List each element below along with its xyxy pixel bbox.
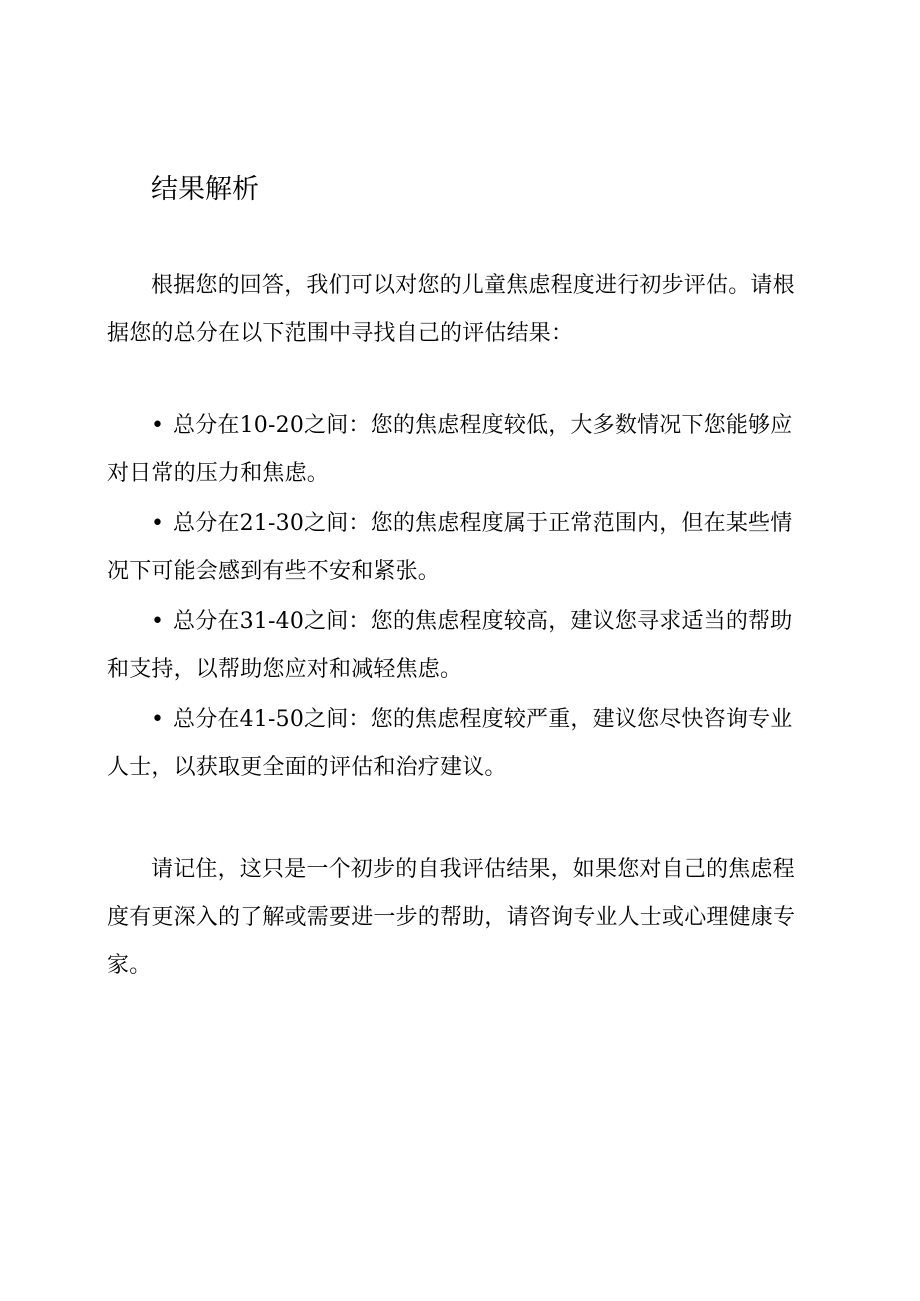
bullet-icon: • bbox=[151, 413, 165, 438]
list-item bbox=[107, 402, 811, 498]
list-item-text: 总分在31-40之间：您的焦虑程度较高，建议您寻求适当的帮助和支持，以帮助您应对和减轻焦虑。 bbox=[107, 609, 793, 682]
result-range-list bbox=[107, 402, 811, 794]
list-item bbox=[107, 598, 811, 694]
list-item-text: 总分在41-50之间：您的焦虑程度较严重，建议您尽快咨询专业人士，以获取更全面的评估和治疗建议。 bbox=[107, 707, 793, 780]
list-item bbox=[107, 500, 811, 596]
bullet-icon: • bbox=[151, 511, 165, 536]
intro-paragraph: 根据您的回答，我们可以对您的儿童焦虑程度进行初步评估。请根据您的总分在以下范围中寻找自己的评估结果： bbox=[107, 273, 795, 346]
bullet-icon: • bbox=[151, 707, 165, 732]
list-item bbox=[107, 696, 811, 792]
list-item-text: 总分在10-20之间：您的焦虑程度较低，大多数情况下您能够应对日常的压力和焦虑。 bbox=[107, 413, 793, 486]
section-heading: 结果解析 bbox=[151, 174, 259, 205]
closing-paragraph: 请记住，这只是一个初步的自我评估结果，如果您对自己的焦虑程度有更深入的了解或需要进一步的帮助，请咨询专业人士或心理健康专家。 bbox=[107, 857, 796, 978]
list-item-text: 总分在21-30之间：您的焦虑程度属于正常范围内，但在某些情况下可能会感到有些不安和紧张。 bbox=[107, 511, 793, 584]
bullet-icon: • bbox=[151, 609, 165, 634]
